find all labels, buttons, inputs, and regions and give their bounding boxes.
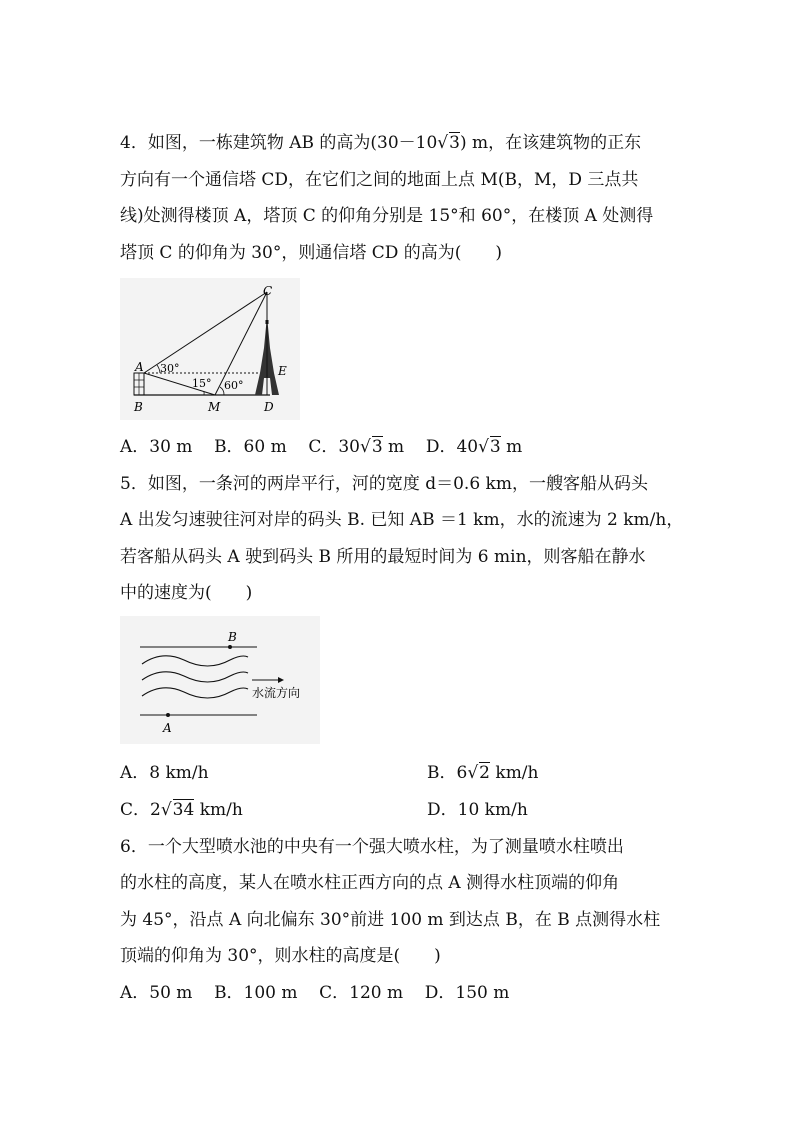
q6-option-d[interactable]: D．150 m xyxy=(424,983,510,1003)
q4-line2: 方向有一个通信塔 CD，在它们之间的地面上点 M(B，M，D 三点共 xyxy=(120,170,639,190)
label-e: E xyxy=(278,364,287,378)
label-b: B xyxy=(134,400,143,414)
dock-a xyxy=(166,713,170,717)
flow-direction-label: 水流方向 xyxy=(252,686,301,700)
q6-option-b[interactable]: B．100 m xyxy=(214,983,298,1003)
label-c: C xyxy=(263,284,273,298)
q4-line3: 线)处测得楼顶 A，塔顶 C 的仰角分别是 15°和 60°，在楼顶 A 处测得 xyxy=(120,206,654,226)
q5-option-d[interactable]: D．10 km/h xyxy=(427,800,528,820)
q5-option-a[interactable]: A．8 km/h xyxy=(120,763,209,783)
q5-line2: A 出发匀速驶往河对岸的码头 B. 已知 AB ＝1 km，水的流速为 2 km/h， xyxy=(120,510,684,530)
q4-option-d[interactable]: D．40√3 m xyxy=(425,437,523,457)
q4-option-c[interactable]: C．30√3 m xyxy=(308,437,405,457)
label-d: D xyxy=(264,400,274,414)
q4-line1 xyxy=(120,132,641,154)
angle-60: 60° xyxy=(224,379,244,392)
sqrt-sign: √ xyxy=(437,133,449,153)
radicand: 3 xyxy=(449,133,460,153)
q6-options xyxy=(120,982,509,1004)
q6-option-c[interactable]: C．120 m xyxy=(319,983,404,1003)
q5-option-b[interactable]: B．6√2 km/h xyxy=(427,763,539,783)
q6-option-a[interactable]: A．50 m xyxy=(120,983,193,1003)
q5-river-figure xyxy=(120,616,320,744)
q5-line1: 5．如图，一条河的两岸平行，河的宽度 d＝0.6 km，一艘客船从码头 xyxy=(120,474,648,494)
angle-15: 15° xyxy=(192,377,212,390)
q4-options xyxy=(120,436,522,458)
q5-line3: 若客船从码头 A 驶到码头 B 所用的最短时间为 6 min，则客船在静水 xyxy=(120,547,646,567)
q4-option-b[interactable]: B．60 m xyxy=(214,437,287,457)
q4-text: 4．如图，一栋建筑物 AB 的高为(30－10 xyxy=(120,133,438,153)
q6-line4: 顶端的仰角为 30°，则水柱的高度是( ) xyxy=(120,946,441,966)
label-a: A xyxy=(135,360,144,374)
q4-option-a[interactable]: A．30 m xyxy=(120,437,193,457)
q6-line3: 为 45°，沿点 A 向北偏东 30°前进 100 m 到达点 B，在 B 点测得水柱 xyxy=(120,910,661,930)
q4-text: ) m，在该建筑物的正东 xyxy=(459,133,642,153)
dock-b xyxy=(228,645,232,649)
label-b: B xyxy=(228,630,237,644)
q6-line1: 6．一个大型喷水池的中央有一个强大喷水柱，为了测量喷水柱喷出 xyxy=(120,837,624,857)
label-m: M xyxy=(208,400,221,414)
q5-option-c[interactable]: C．2√34 km/h xyxy=(120,800,243,820)
q4-line4: 塔顶 C 的仰角为 30°，则通信塔 CD 的高为( ) xyxy=(120,243,503,263)
q6-line2: 的水柱的高度，某人在喷水柱正西方向的点 A 测得水柱顶端的仰角 xyxy=(120,873,620,893)
q4-tower-figure xyxy=(120,278,300,420)
q5-line4: 中的速度为( ) xyxy=(120,583,253,603)
angle-30: 30° xyxy=(160,362,180,375)
label-a: A xyxy=(163,721,172,735)
